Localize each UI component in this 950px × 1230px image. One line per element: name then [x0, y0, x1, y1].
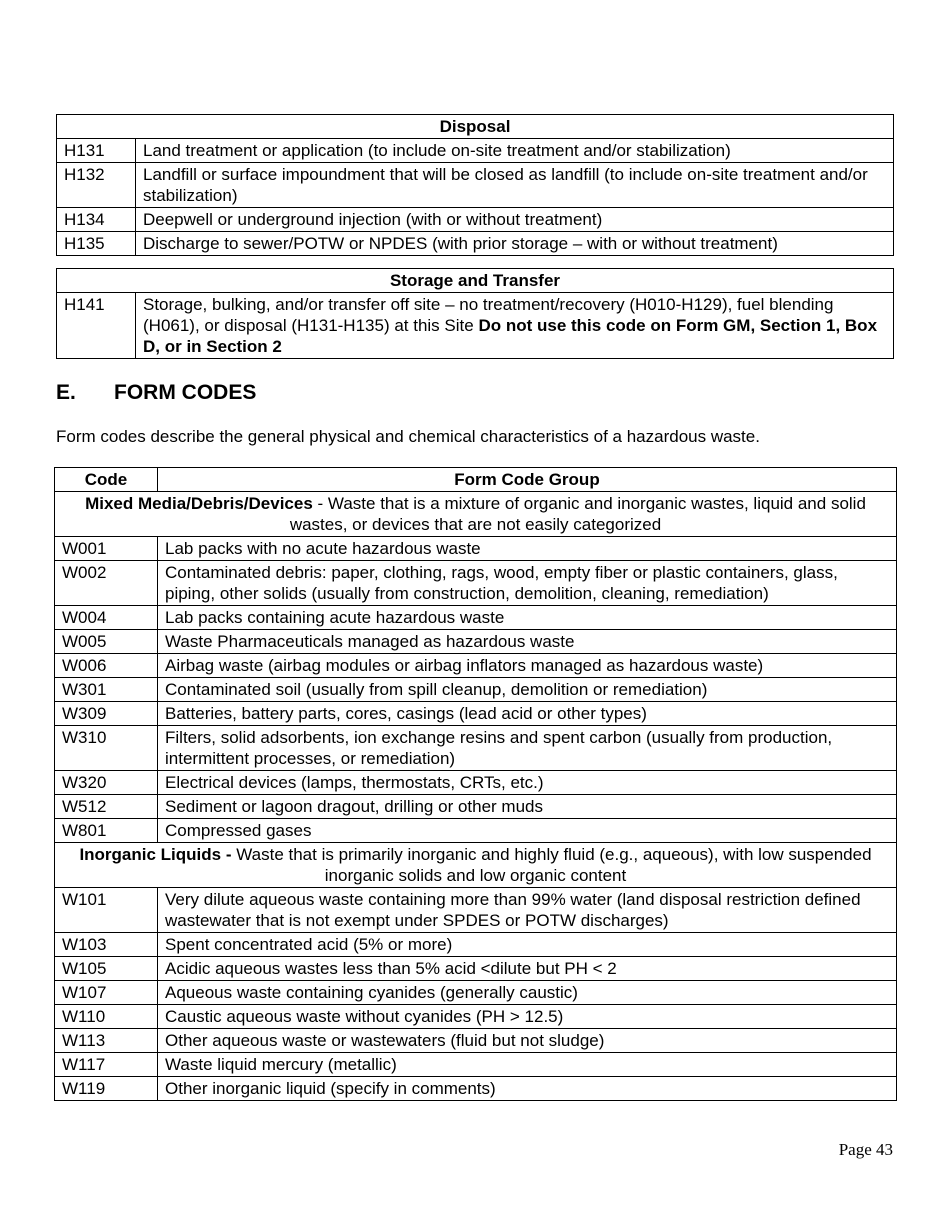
- code-cell: W301: [55, 678, 158, 702]
- code-cell: H131: [57, 139, 136, 163]
- table-row: [55, 537, 897, 561]
- desc-cell: Caustic aqueous waste without cyanides (PH > 12.5): [158, 1005, 897, 1029]
- desc-cell: Discharge to sewer/POTW or NPDES (with prior storage – with or without treatment): [136, 232, 894, 256]
- code-cell: W103: [55, 933, 158, 957]
- code-cell: W320: [55, 771, 158, 795]
- code-cell: W004: [55, 606, 158, 630]
- table-row: [57, 232, 894, 256]
- code-cell: W113: [55, 1029, 158, 1053]
- desc-cell: Compressed gases: [158, 819, 897, 843]
- group-heading: [55, 843, 897, 888]
- table-row: [55, 702, 897, 726]
- desc-cell: Landfill or surface impoundment that will be closed as landfill (to include on-site treatment and/or stabilization): [136, 163, 894, 208]
- storage-table: [56, 268, 894, 359]
- group-desc: - Waste that is a mixture of organic and inorganic wastes, liquid and solid wastes, or devices that are not easily categorized: [289, 494, 866, 534]
- table-row: [55, 795, 897, 819]
- code-cell: H134: [57, 208, 136, 232]
- storage-header: Storage and Transfer: [57, 269, 894, 293]
- table-row: [55, 933, 897, 957]
- desc-cell: Waste Pharmaceuticals managed as hazardous waste: [158, 630, 897, 654]
- table-row: [55, 888, 897, 933]
- desc-cell: Airbag waste (airbag modules or airbag inflators managed as hazardous waste): [158, 654, 897, 678]
- desc-cell: Filters, solid adsorbents, ion exchange resins and spent carbon (usually from production, intermittent processes, or remediation): [158, 726, 897, 771]
- group-desc: Waste that is primarily inorganic and highly fluid (e.g., aqueous), with low suspended inorganic solids and low organic content: [231, 845, 872, 885]
- section-number: E.: [56, 381, 76, 404]
- group-row: [55, 843, 897, 888]
- code-cell: W512: [55, 795, 158, 819]
- code-cell: W101: [55, 888, 158, 933]
- code-cell: W107: [55, 981, 158, 1005]
- code-cell: H132: [57, 163, 136, 208]
- table-row: [55, 630, 897, 654]
- desc-cell: Waste liquid mercury (metallic): [158, 1053, 897, 1077]
- code-cell: W310: [55, 726, 158, 771]
- desc-cell: Very dilute aqueous waste containing more than 99% water (land disposal restriction defined wastewater that is not exempt under SPDES or POTW discharges): [158, 888, 897, 933]
- desc-warning: Do not use this code on Form GM, Section 1, Box D, or in Section 2: [143, 316, 878, 356]
- table-row: [55, 1077, 897, 1101]
- table-row: [55, 726, 897, 771]
- code-cell: W801: [55, 819, 158, 843]
- table-row: [55, 1053, 897, 1077]
- desc-cell: Contaminated debris: paper, clothing, rags, wood, empty fiber or plastic containers, glass, piping, other solids (usually from construction, demolition, cleaning, remediation): [158, 561, 897, 606]
- page-number: Page 43: [838, 1140, 893, 1159]
- group-row: [55, 492, 897, 537]
- group-title: Inorganic Liquids -: [79, 845, 232, 864]
- desc-cell: Acidic aqueous wastes less than 5% acid <dilute but PH < 2: [158, 957, 897, 981]
- table-row: [55, 561, 897, 606]
- table-row: [55, 678, 897, 702]
- table-row: [55, 981, 897, 1005]
- desc-cell: [136, 293, 894, 359]
- code-cell: W002: [55, 561, 158, 606]
- desc-cell: Land treatment or application (to include on-site treatment and/or stabilization): [136, 139, 894, 163]
- table-row: [57, 293, 894, 359]
- code-cell: H141: [57, 293, 136, 359]
- desc-cell: Lab packs with no acute hazardous waste: [158, 537, 897, 561]
- table-row: [55, 771, 897, 795]
- table-row: [57, 208, 894, 232]
- table-row: [55, 606, 897, 630]
- form-codes-table: [54, 467, 897, 1101]
- code-cell: W309: [55, 702, 158, 726]
- table-row: [57, 163, 894, 208]
- desc-cell: Batteries, battery parts, cores, casings (lead acid or other types): [158, 702, 897, 726]
- section-heading: [56, 382, 256, 403]
- section-title: FORM CODES: [114, 381, 257, 404]
- code-cell: H135: [57, 232, 136, 256]
- desc-cell: Deepwell or underground injection (with or without treatment): [136, 208, 894, 232]
- desc-cell: Other inorganic liquid (specify in comments): [158, 1077, 897, 1101]
- code-cell: W006: [55, 654, 158, 678]
- code-cell: W001: [55, 537, 158, 561]
- desc-cell: Electrical devices (lamps, thermostats, CRTs, etc.): [158, 771, 897, 795]
- code-cell: W105: [55, 957, 158, 981]
- code-cell: W005: [55, 630, 158, 654]
- disposal-header: Disposal: [57, 115, 894, 139]
- desc-cell: Other aqueous waste or wastewaters (fluid but not sludge): [158, 1029, 897, 1053]
- code-cell: W117: [55, 1053, 158, 1077]
- desc-cell: Aqueous waste containing cyanides (generally caustic): [158, 981, 897, 1005]
- table-row: [55, 1005, 897, 1029]
- col-group-header: Form Code Group: [158, 468, 897, 492]
- code-cell: W119: [55, 1077, 158, 1101]
- table-row: [55, 654, 897, 678]
- disposal-table: [56, 114, 894, 256]
- desc-text: Storage, bulking, and/or transfer off site – no treatment/recovery (H010-H129), fuel blending (H061), or disposal (H131-H135) at this Site: [143, 295, 834, 335]
- section-intro: Form codes describe the general physical and chemical characteristics of a hazardous waste.: [56, 427, 760, 446]
- desc-cell: Contaminated soil (usually from spill cleanup, demolition or remediation): [158, 678, 897, 702]
- code-cell: W110: [55, 1005, 158, 1029]
- group-title: Mixed Media/Debris/Devices: [85, 494, 313, 513]
- desc-cell: Spent concentrated acid (5% or more): [158, 933, 897, 957]
- desc-cell: Lab packs containing acute hazardous waste: [158, 606, 897, 630]
- group-heading: [55, 492, 897, 537]
- desc-cell: Sediment or lagoon dragout, drilling or other muds: [158, 795, 897, 819]
- table-row: [55, 1029, 897, 1053]
- table-row: [55, 819, 897, 843]
- table-row: [57, 139, 894, 163]
- table-row: [55, 957, 897, 981]
- col-code-header: Code: [55, 468, 158, 492]
